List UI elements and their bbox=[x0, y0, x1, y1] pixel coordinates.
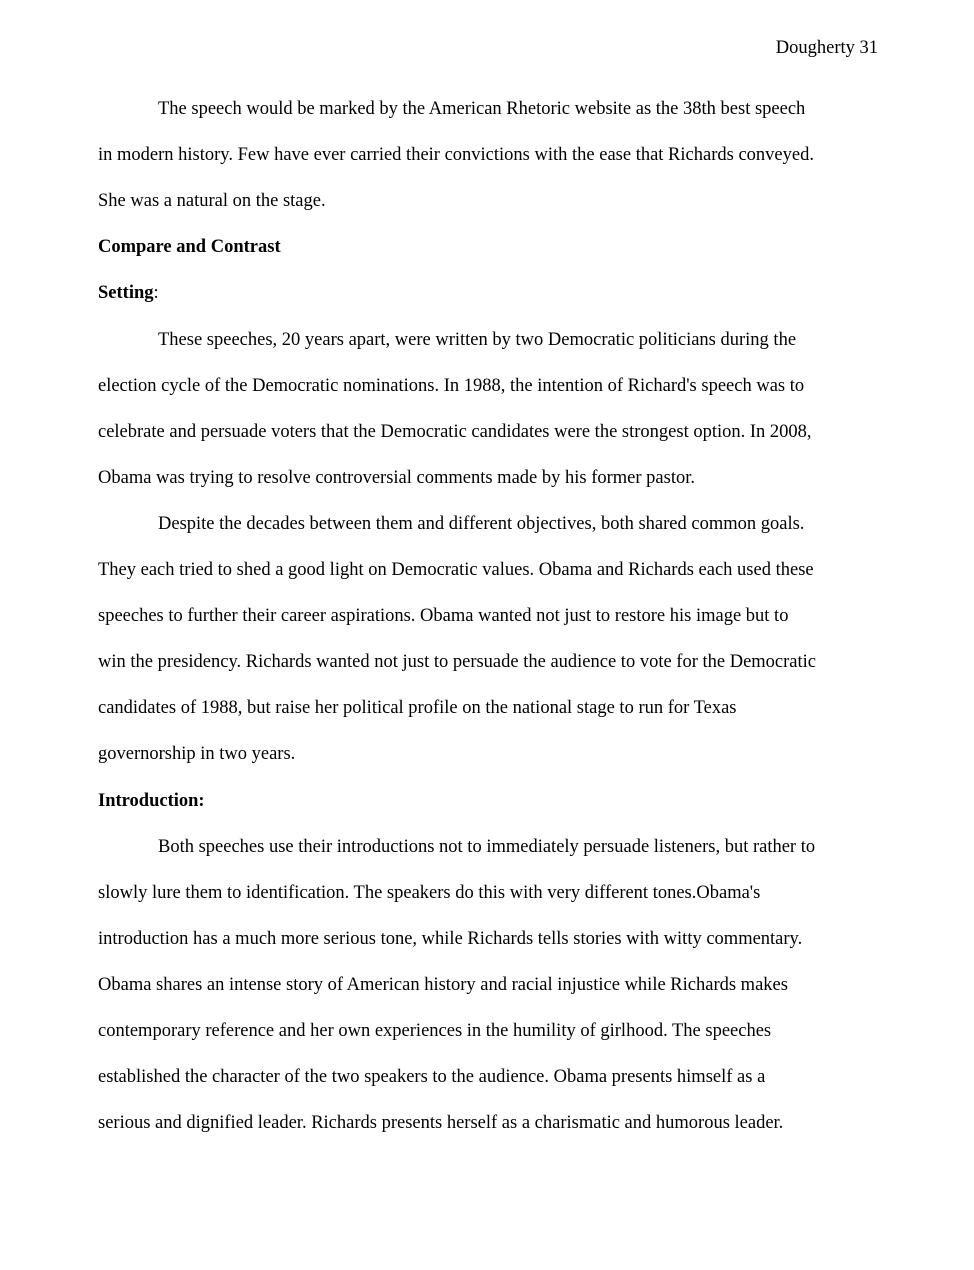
line-text: Compare and Contrast bbox=[98, 237, 281, 258]
line-text: Setting bbox=[98, 283, 154, 304]
line-text: Obama shares an intense story of American history and racial injustice while Richards makes bbox=[98, 974, 788, 995]
line-text: speeches to further their career aspirations. Obama wanted not just to restore his image but to bbox=[98, 606, 789, 627]
text-line bbox=[98, 882, 760, 904]
line-text: win the presidency. Richards wanted not just to persuade the audience to vote for the Democratic bbox=[98, 652, 817, 673]
line-text: Introduction: bbox=[98, 790, 205, 811]
line-text: She was a natural on the stage. bbox=[98, 191, 326, 212]
text-line bbox=[98, 375, 804, 397]
line-text: Despite the decades between them and different objectives, both shared common goals. bbox=[158, 513, 805, 534]
line-text: established the character of the two speakers to the audience. Obama presents himself as a bbox=[98, 1067, 766, 1088]
line-text: Obama was trying to resolve controversial comments made by his former pastor. bbox=[98, 467, 695, 488]
heading-suffix: : bbox=[153, 283, 159, 304]
text-line bbox=[98, 651, 816, 673]
text-line bbox=[98, 559, 814, 581]
line-text: governorship in two years. bbox=[98, 744, 296, 765]
section-heading bbox=[98, 236, 281, 258]
section-heading bbox=[98, 790, 205, 812]
line-text: celebrate and persuade voters that the Democratic candidates were the strongest option. In 2008, bbox=[98, 421, 812, 442]
text-line bbox=[98, 190, 326, 212]
running-head: Dougherty 31 bbox=[775, 38, 878, 58]
line-text: introduction has a much more serious tone, while Richards tells stories with witty commentary. bbox=[98, 928, 803, 949]
line-text: The speech would be marked by the American Rhetoric website as the 38th best speech bbox=[158, 99, 806, 119]
text-line bbox=[98, 144, 814, 166]
text-line bbox=[158, 98, 805, 120]
text-line bbox=[98, 605, 788, 627]
text-line bbox=[98, 1066, 765, 1088]
text-line bbox=[98, 1112, 783, 1134]
line-text: contemporary reference and her own experiences in the humility of girlhood. The speeches bbox=[98, 1021, 772, 1041]
line-text: serious and dignified leader. Richards presents herself as a charismatic and humorous leader. bbox=[98, 1113, 784, 1134]
text-line bbox=[98, 928, 802, 950]
text-line bbox=[98, 421, 812, 443]
text-line bbox=[158, 836, 815, 858]
line-text: Both speeches use their introductions not to immediately persuade listeners, but rather to bbox=[158, 836, 816, 857]
text-line bbox=[98, 974, 788, 996]
text-line bbox=[98, 697, 736, 719]
section-heading bbox=[98, 282, 159, 304]
text-line bbox=[98, 467, 695, 489]
line-text: election cycle of the Democratic nominations. In 1988, the intention of Richard's speech was to bbox=[98, 375, 805, 396]
text-line bbox=[98, 1020, 771, 1042]
line-text: These speeches, 20 years apart, were written by two Democratic politicians during the bbox=[158, 329, 797, 350]
text-line bbox=[158, 329, 796, 351]
line-text: candidates of 1988, but raise her political profile on the national stage to run for Texas bbox=[98, 698, 737, 719]
line-text: slowly lure them to identification. The speakers do this with very different tones.Obama's bbox=[98, 882, 761, 903]
text-line bbox=[98, 743, 295, 765]
line-text: They each tried to shed a good light on Democratic values. Obama and Richards each used these bbox=[98, 560, 814, 580]
text-line bbox=[158, 513, 804, 535]
line-text: in modern history. Few have ever carried their convictions with the ease that Richards conveyed. bbox=[98, 145, 814, 166]
